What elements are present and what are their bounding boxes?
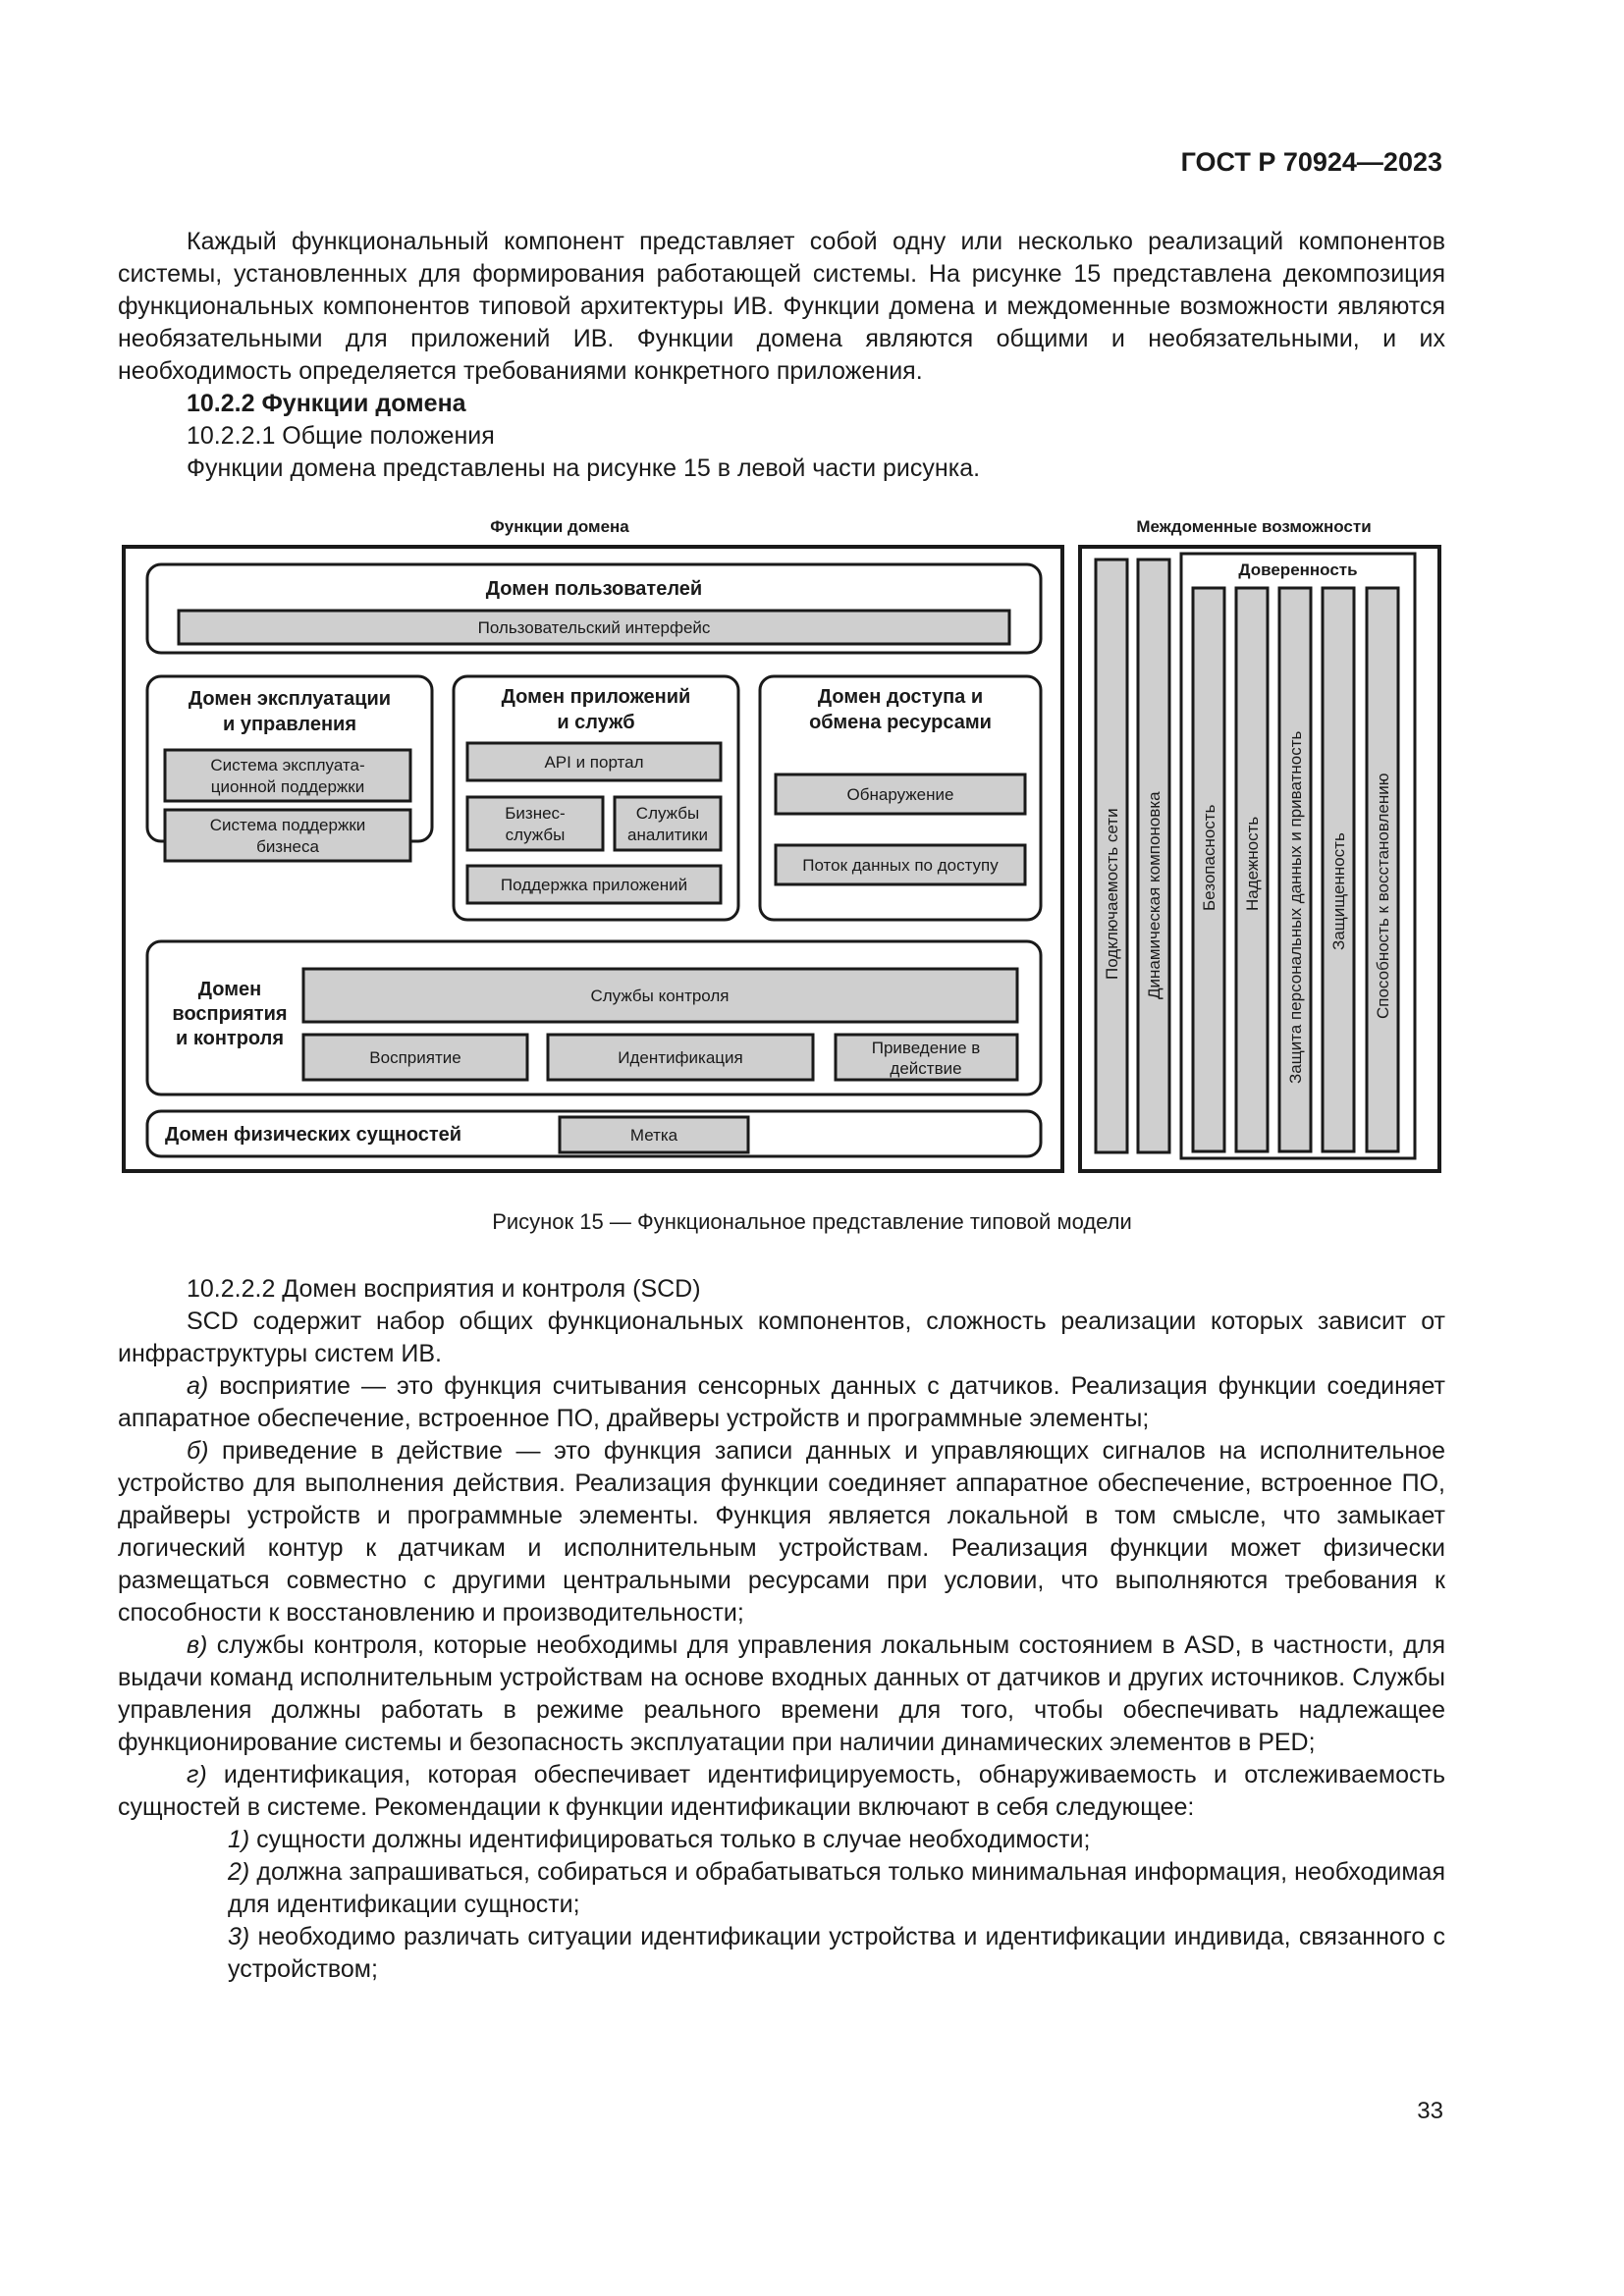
app-support-label: Поддержка приложений xyxy=(500,876,688,894)
subitem-3-text: необходимо различать ситуации идентификации устройства и идентификации индивида, связанного с устройством; xyxy=(228,1923,1445,1983)
analytics-services-label-1: Службы xyxy=(635,804,700,823)
cross-domain xyxy=(1080,547,1439,1171)
analytics-services-label-2: аналитики xyxy=(627,826,708,844)
section-heading: 10.2.2 Функции домена xyxy=(187,390,466,417)
actuation-label-1: Приведение в xyxy=(871,1039,981,1057)
document-standard-number: ГОСТ Р 70924—2023 xyxy=(1180,147,1442,177)
business-services-label-2: службы xyxy=(505,826,566,844)
access-data-flow-label: Поток данных по доступу xyxy=(802,856,999,875)
scd-intro: SCD содержит набор общих функциональных компонентов, сложность реализации которых зависит от инфраструктуры систем ИВ. xyxy=(118,1308,1445,1367)
sensing-label: Восприятие xyxy=(369,1048,461,1067)
subitem-2-label: 2) xyxy=(228,1858,250,1886)
access-domain-title-1: Домен доступа и xyxy=(817,686,984,708)
reliability-label: Надежность xyxy=(1243,816,1262,911)
item-g-label: г) xyxy=(187,1761,207,1789)
subitem-3 xyxy=(118,1921,1445,1986)
security-label: Безопасность xyxy=(1200,804,1218,911)
subitem-1-text: сущности должны идентифицироваться только в случае необходимости; xyxy=(249,1826,1091,1853)
item-a-label: а) xyxy=(187,1372,209,1400)
resilience-label: Способность к восстановлению xyxy=(1374,773,1392,1019)
right-title: Междоменные возможности xyxy=(1136,517,1372,536)
scd-domain-title-1: Домен xyxy=(197,979,262,1000)
intro-section xyxy=(118,226,1445,485)
scd-section xyxy=(118,1273,1445,1986)
figure-caption: Рисунок 15 — Функциональное представление типовой модели xyxy=(492,1209,1132,1234)
user-domain xyxy=(147,564,1041,653)
item-a-text: восприятие — это функция считывания сенсорных данных с датчиков. Реализация функции соединяет аппаратное обеспечение, встроенное ПО, драйверы устройств и программные элементы; xyxy=(118,1372,1445,1432)
apps-domain-title-1: Домен приложений xyxy=(501,686,691,708)
physical-domain-title: Домен физических сущностей xyxy=(165,1124,462,1146)
scd-domain-title-3: и контроля xyxy=(176,1028,284,1049)
control-services-label: Службы контроля xyxy=(590,987,730,1005)
operations-domain-title-2: и управления xyxy=(222,714,357,735)
user-interface-label: Пользовательский интерфейс xyxy=(477,618,711,637)
subsection-heading: 10.2.2.1 Общие положения xyxy=(187,422,495,450)
subitem-1 xyxy=(118,1824,1445,1856)
tag-label: Метка xyxy=(629,1126,678,1145)
scd-domain xyxy=(147,941,1041,1095)
functional-model-diagram xyxy=(118,512,1445,1180)
physical-domain xyxy=(147,1111,1041,1156)
privacy-label: Защита персональных данных и приватность xyxy=(1286,730,1305,1084)
business-support-label-1: Система поддержки xyxy=(209,816,366,834)
item-v-text: службы контроля, которые необходимы для управления локальным состоянием в ASD, в частности, для выдачи команд исполнительным устройствам на основе входных данных от датчиков и других источников. Службы управления должны работать в режиме реального времени для того, чтобы обеспечивать надлежащее функционирование системы и безопасность эксплуатации при наличии динамических элементов в PED; xyxy=(118,1631,1445,1756)
operations-domain xyxy=(147,676,432,861)
operations-domain-title-1: Домен эксплуатации xyxy=(188,688,392,710)
subitem-2-text: должна запрашиваться, собираться и обрабатываться только минимальная информация, необходимая для идентификации сущности; xyxy=(228,1858,1445,1918)
item-v-label: в) xyxy=(187,1631,208,1659)
item-b-label: б) xyxy=(187,1437,209,1465)
figure-15 xyxy=(118,512,1445,1180)
item-g xyxy=(118,1759,1445,1824)
subitem-2 xyxy=(118,1856,1445,1921)
network-connectivity-label: Подключаемость сети xyxy=(1103,808,1121,980)
api-portal-label: API и портал xyxy=(544,753,644,772)
subitem-1-label: 1) xyxy=(228,1826,250,1853)
page-number: 33 xyxy=(1417,2098,1443,2124)
operational-support-label-1: Система эксплуата- xyxy=(210,756,365,774)
access-domain-title-2: обмена ресурсами xyxy=(809,712,992,733)
trust-title: Доверенность xyxy=(1238,561,1358,579)
business-services-label-1: Бизнес- xyxy=(505,804,566,823)
actuation-label-2: действие xyxy=(890,1059,962,1078)
operational-support-label-2: ционной поддержки xyxy=(210,777,365,796)
subitem-3-label: 3) xyxy=(228,1923,250,1950)
business-support-label-2: бизнеса xyxy=(256,837,319,856)
item-a xyxy=(118,1370,1445,1435)
item-g-text: идентификация, которая обеспечивает идентифицируемость, обнаруживаемость и отслеживаемость сущностей в системе. Рекомендации к функции идентификации включают в себя следующее: xyxy=(118,1761,1445,1821)
intro-paragraph: Каждый функциональный компонент представляет собой одну или несколько реализаций компонентов системы, установленных для формирования работающей системы. На рисунке 15 представлена декомпозиция функциональных компонентов типовой архитектуры ИВ. Функции домена и междоменные возможности являются необязательными для приложений ИВ. Функции домена являются общими и необязательными, и их необходимость определяется требованиями конкретного приложения. xyxy=(118,228,1445,385)
item-b xyxy=(118,1435,1445,1629)
scd-domain-title-2: восприятия xyxy=(172,1003,288,1025)
left-title: Функции домена xyxy=(490,517,629,536)
apps-domain-title-2: и служб xyxy=(557,712,635,733)
subsection-text: Функции домена представлены на рисунке 15 в левой части рисунка. xyxy=(187,454,981,482)
apps-domain xyxy=(454,676,738,920)
safety-label: Защищенность xyxy=(1329,832,1348,950)
user-domain-title: Домен пользователей xyxy=(485,578,703,600)
item-b-text: приведение в действие — это функция записи данных и управляющих сигналов на исполнительное устройство для выполнения действия. Реализация функции соединяет аппаратное обеспечение, встроенное ПО, драйверы устройств и программные элементы. Функция является локальной в том смысле, что замыкает логический контур к датчикам и исполнительным устройствам. Реализация функции может физически размещаться совместно с другими центральными ресурсами при условии, что выполняются требования к способности к восстановлению и производительности; xyxy=(118,1437,1445,1627)
identification-label: Идентификация xyxy=(618,1048,743,1067)
access-domain xyxy=(760,676,1041,920)
scd-heading: 10.2.2.2 Домен восприятия и контроля (SCD) xyxy=(187,1275,701,1303)
discovery-label: Обнаружение xyxy=(846,785,954,804)
item-v xyxy=(118,1629,1445,1759)
dynamic-composition-label: Динамическая компоновка xyxy=(1145,791,1164,999)
